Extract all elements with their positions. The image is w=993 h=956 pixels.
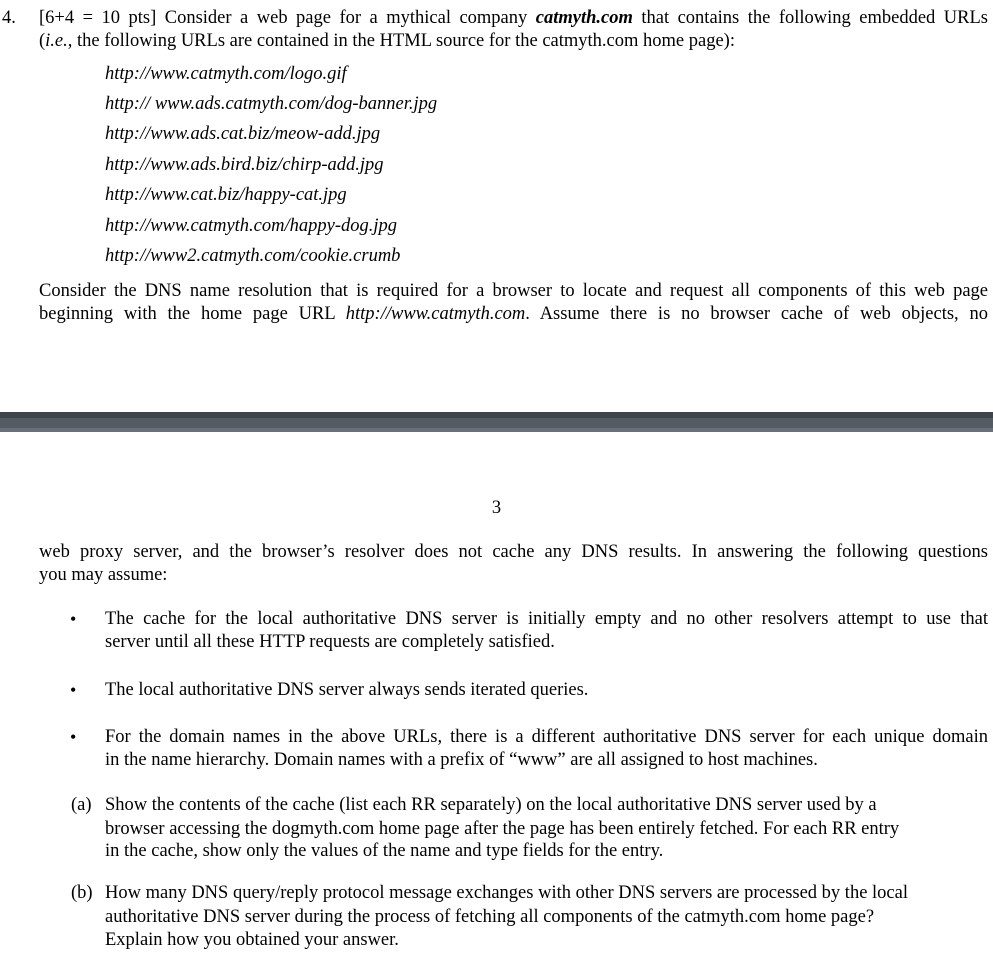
url-item: http://www2.catmyth.com/cookie.crumb: [105, 246, 401, 266]
question-intro-line-2: (i.e., the following URLs are contained in the HTML source for the catmyth.com home page):: [39, 31, 735, 51]
part-a-text: browser accessing the dogmyth.com home page after the page has been entirely fetched. For each RR entry: [105, 819, 900, 839]
url-item: http://www.ads.bird.biz/chirp-add.jpg: [105, 155, 384, 175]
continuation-line-2: you may assume:: [39, 565, 168, 585]
part-b-label: (b): [71, 883, 93, 903]
consider-line-2: beginning with the home page URL http://www.catmyth.com. Assume there is no browser cache of web objects, no: [39, 304, 988, 324]
url-item: http:// www.ads.catmyth.com/dog-banner.jpg: [105, 94, 438, 114]
part-a-label: (a): [71, 795, 92, 815]
bullet-text: The local authoritative DNS server always sends iterated queries.: [105, 680, 589, 700]
question-number: 4.: [2, 8, 16, 28]
part-a-text: Show the contents of the cache (list each RR separately) on the local authoritative DNS server used by a: [105, 795, 877, 815]
bullet-icon: •: [70, 680, 77, 700]
bullet-text: For the domain names in the above URLs, there is a different authoritative DNS server for each unique domain: [105, 727, 988, 747]
consider-line-1: Consider the DNS name resolution that is required for a browser to locate and request all components of this web page: [39, 281, 988, 301]
page-bottom: [0, 432, 993, 956]
question-intro-line-1: [6+4 = 10 pts] Consider a web page for a mythical company catmyth.com that contains the following embedded URLs: [39, 8, 988, 28]
page-number: 3: [491, 498, 502, 518]
url-item: http://www.ads.cat.biz/meow-add.jpg: [105, 124, 381, 144]
bullet-text: The cache for the local authoritative DNS server is initially empty and no other resolvers attempt to use that: [105, 609, 988, 629]
bullet-icon: •: [70, 609, 77, 629]
part-b-text: How many DNS query/reply protocol message exchanges with other DNS servers are processed by the local: [105, 883, 908, 903]
part-b-text: authoritative DNS server during the process of fetching all components of the catmyth.com home page?: [105, 907, 875, 927]
page-top: [0, 0, 993, 412]
company-name: catmyth.com: [535, 8, 633, 28]
continuation-line-1: web proxy server, and the browser’s resolver does not cache any DNS results. In answering the following questions: [39, 542, 988, 562]
url-item: http://www.catmyth.com/happy-dog.jpg: [105, 216, 398, 236]
part-b-text: Explain how you obtained your answer.: [105, 930, 399, 950]
bullet-icon: •: [70, 727, 77, 747]
bullet-text: in the name hierarchy. Domain names with a prefix of “www” are all assigned to host machines.: [105, 750, 818, 770]
url-item: http://www.catmyth.com/logo.gif: [105, 64, 347, 84]
bullet-text: server until all these HTTP requests are completely satisfied.: [105, 632, 555, 652]
part-a-text: in the cache, show only the values of the name and type fields for the entry.: [105, 841, 664, 861]
url-item: http://www.cat.biz/happy-cat.jpg: [105, 185, 347, 205]
page-break-divider: [0, 412, 993, 432]
